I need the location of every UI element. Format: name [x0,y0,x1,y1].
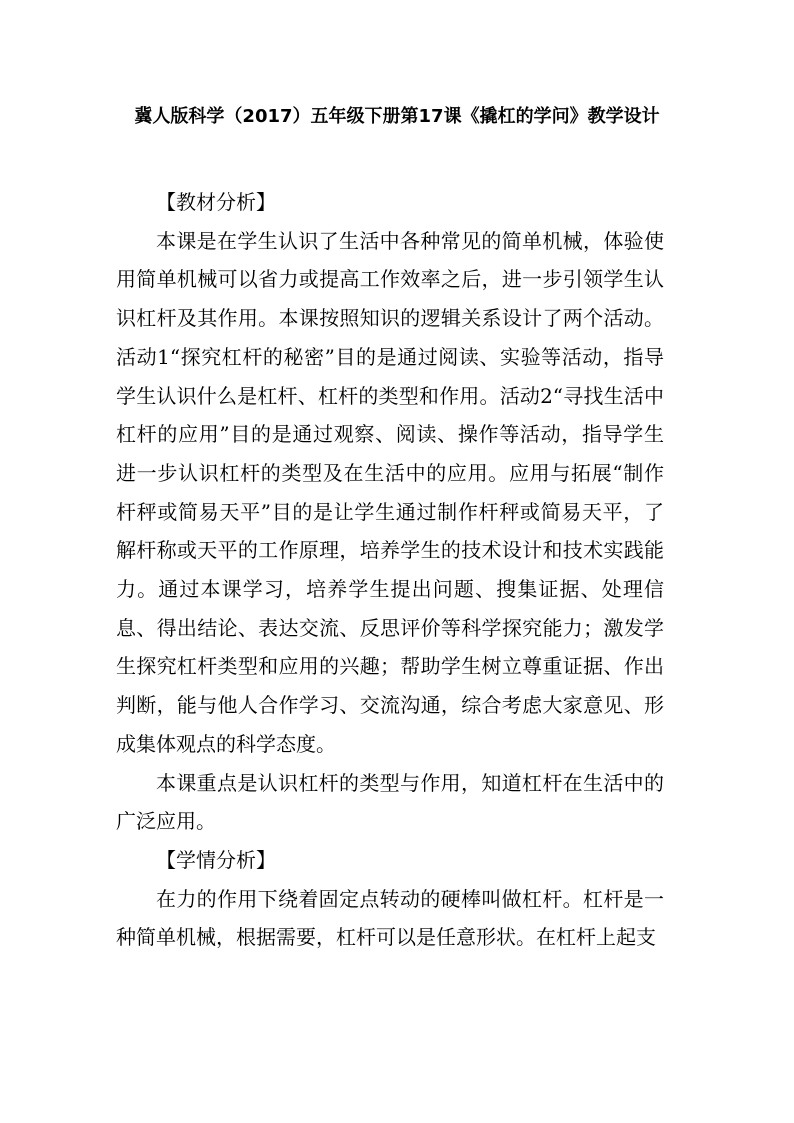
section-heading-textbook-analysis: 【教材分析】 [156,190,276,214]
document-body [116,183,664,957]
paragraph-textbook-analysis: 本课是在学生认识了生活中各种常见的简单机械，体验使用简单机械可以省力或提高工作效率之后，进一步引领学生认识杠杆及其作用。本课按照知识的逻辑关系设计了两个活动。活动1“探究杠杆的秘密”目的是通过阅读、实验等活动，指导学生认识什么是杠杆、杠杆的类型和作用。活动2“寻找生活中杠杆的应用”目的是通过观察、阅读、操作等活动，指导学生进一步认识杠杆的类型及在生活中的应用。应用与拓展“制作杆秤或简易天平”目的是让学生通过制作杆秤或简易天平，了解杆称或天平的工作原理，培养学生的技术设计和技术实践能力。通过本课学习，培养学生提出问题、搜集证据、处理信息、得出结论、表达交流、反思评价等科学探究能力；激发学生探究杠杆类型和应用的兴趣；帮助学生树立尊重证据、作出判断，能与他人合作学习、交流沟通，综合考虑大家意见、形成集体观点的科学态度。 [116,228,664,756]
paragraph-learner-analysis: 在力的作用下绕着固定点转动的硬棒叫做杠杆。杠杆是一种简单机械，根据需要，杠杆可以是任意形状。在杠杆上起支 [116,886,664,950]
section-heading-learner-analysis: 【学情分析】 [156,847,276,872]
document-title: 冀人版科学（2017）五年级下册第17课《撬杠的学问》教学设计 [134,106,660,127]
paragraph-key-point: 本课重点是认识杠杆的类型与作用，知道杠杆在生活中的广泛应用。 [116,770,664,834]
